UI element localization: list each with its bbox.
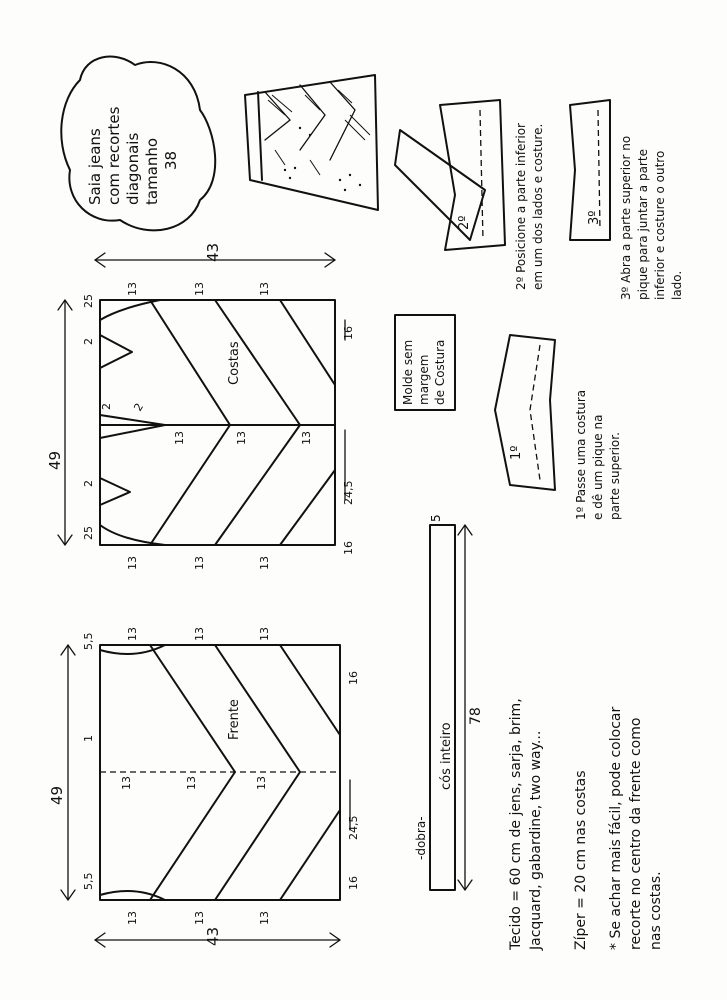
front-length: 43 (204, 926, 222, 946)
back-band-mid-1: 13 (173, 431, 186, 445)
step-3-text-3: inferior e costure o outro (653, 150, 667, 300)
back-band-top-2: 13 (193, 282, 206, 296)
step-1-text-2: e dê um pique na (591, 414, 605, 520)
step-2-text-2: em um dos lados e costure. (531, 123, 545, 290)
waistband-pattern (414, 514, 484, 890)
note-zipper: Zíper = 20 cm nas costas (573, 770, 589, 950)
back-pattern (46, 243, 355, 570)
back-length: 43 (204, 242, 222, 262)
waistband-length: 78 (468, 707, 484, 725)
notice-line-2: margem (417, 354, 431, 405)
back-hem-inset-bottom: 16 (342, 541, 355, 555)
back-dart-3: 2 (131, 400, 147, 414)
back-band-mid-3: 13 (300, 431, 313, 445)
front-top-rise-1: 5,5 (82, 632, 95, 650)
step-3-text-1: 3º Abra a parte superior no (619, 135, 633, 300)
front-pattern (48, 627, 360, 947)
front-band-bot-1: 13 (126, 911, 139, 925)
front-width: 49 (48, 785, 66, 805)
front-band-mid-1: 13 (120, 776, 133, 790)
notice-line-1: Molde sem (401, 339, 415, 405)
notes (508, 698, 664, 951)
front-band-top-2: 13 (193, 627, 206, 641)
back-band-top-3: 13 (258, 282, 271, 296)
front-band-bot-2: 13 (193, 911, 206, 925)
front-side: 24,5 (347, 815, 360, 840)
step-1-diagram (495, 335, 622, 520)
front-band-mid-2: 13 (185, 776, 198, 790)
title-line-3: diagonais (124, 132, 142, 205)
note-fabric-1: Tecido = 60 cm de jens, sarja, brim, (508, 698, 524, 950)
note-tip-3: nas costas. (648, 871, 664, 950)
back-dart-4: 2 (100, 403, 113, 410)
note-tip-1: * Se achar mais fácil, pode colocar (608, 706, 624, 950)
back-width: 49 (46, 450, 64, 470)
front-label: Frente (227, 699, 242, 740)
front-hem-inset-bottom: 16 (347, 876, 360, 890)
front-band-top-1: 13 (126, 627, 139, 641)
front-band-top-3: 13 (258, 627, 271, 641)
back-hip-top: 25 (82, 294, 95, 308)
back-band-bot-2: 13 (193, 556, 206, 570)
waistband-width: 5 (429, 514, 443, 522)
front-band-mid-3: 13 (255, 776, 268, 790)
step-3-number: 3º (587, 210, 602, 225)
front-top-rise-2: 5,5 (82, 872, 95, 890)
back-hip-bottom: 25 (82, 526, 95, 540)
step-1-text-3: parte superior. (608, 432, 622, 520)
step-3-text-2: pique para juntar a parte (636, 149, 650, 300)
back-dart-2: 2 (82, 480, 95, 487)
skirt-sketch (245, 75, 378, 210)
back-hem-inset-top: 16 (342, 326, 355, 340)
back-dart-1: 2 (82, 338, 95, 345)
title-line-2: com recortes (105, 106, 123, 205)
back-band-top-1: 13 (126, 282, 139, 296)
back-band-bot-1: 13 (126, 556, 139, 570)
step-3-text-4: lado. (670, 270, 684, 300)
step-1-number: 1º (509, 445, 524, 460)
step-1-text-1: 1º Passe uma costura (574, 389, 588, 520)
back-band-mid-2: 13 (235, 431, 248, 445)
front-hem-inset-top: 16 (347, 671, 360, 685)
back-side: 24,5 (342, 480, 355, 505)
step-2-text-1: 2º Posicione a parte inferior (514, 123, 528, 290)
waistband-fold: -dobra- (414, 816, 428, 860)
notice-line-3: de Costura (433, 339, 447, 405)
front-band-bot-3: 13 (258, 911, 271, 925)
note-tip-2: recorte no centro da frente como (628, 717, 644, 950)
front-center: 1 (82, 735, 95, 742)
step-3-diagram (570, 100, 684, 300)
title-size: 38 (162, 150, 180, 170)
step-2-number: 2º (457, 215, 472, 230)
back-band-bot-3: 13 (258, 556, 271, 570)
waistband-label: cós inteiro (439, 722, 454, 790)
step-2-diagram (395, 100, 545, 290)
note-fabric-2: Jacquard, gabardine, two way... (528, 730, 544, 950)
title-line-4: tamanho (143, 137, 161, 205)
back-label: Costas (227, 341, 242, 385)
title-cloud (61, 57, 215, 231)
title-line-1: Saia jeans (86, 128, 104, 205)
seam-notice (395, 315, 455, 410)
